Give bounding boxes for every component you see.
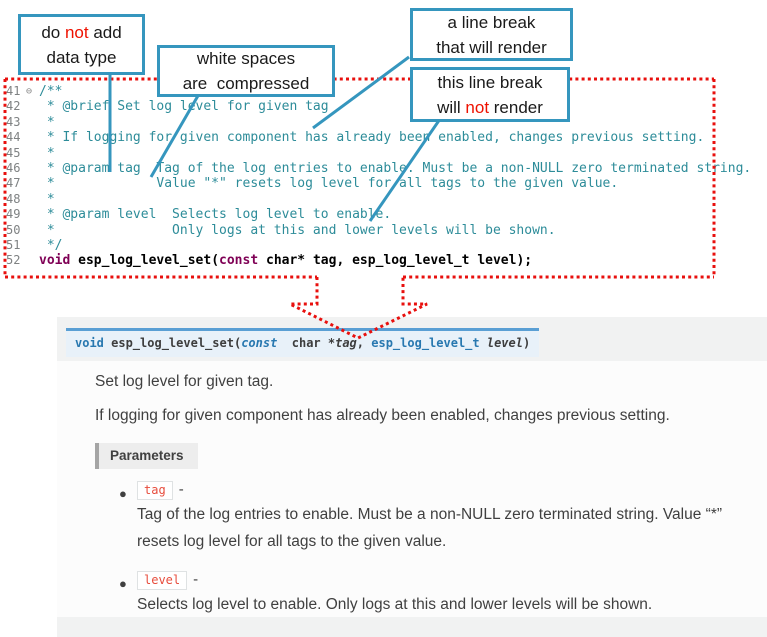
code-text: char* tag, esp_log_level_t level);: [258, 253, 533, 269]
code-text: /**: [39, 84, 63, 99]
param-level-description: Selects log level to enable. Only logs at this and lower levels will be shown.: [137, 596, 653, 613]
callout-text: do: [41, 22, 65, 42]
fold-gutter: [26, 223, 39, 238]
code-line-declaration: [6, 253, 718, 268]
callout-line: a line break: [447, 12, 536, 32]
code-text: *: [39, 114, 55, 130]
doc-brief-paragraph: Set log level for given tag.: [95, 373, 274, 390]
code-line: [6, 160, 752, 176]
fold-gutter: [26, 238, 39, 253]
line-number: 48: [6, 191, 21, 206]
fold-minus-icon[interactable]: ⊖: [26, 86, 33, 97]
code-text: *: [39, 191, 55, 207]
param-level-row: [137, 571, 198, 590]
code-text: * @param level Selects log level to enable.: [39, 207, 392, 223]
code-line: [6, 207, 718, 222]
line-number: 44: [6, 130, 21, 145]
callout-do-not-add-data-type: [18, 14, 145, 75]
fold-gutter: [26, 99, 39, 114]
fold-gutter: [26, 176, 39, 191]
code-text: *: [39, 145, 55, 161]
callout-line: data type: [46, 47, 117, 67]
sig-type-esp-log-level-t: esp_log_level_t: [371, 336, 487, 350]
line-number: 51: [6, 237, 21, 252]
fold-gutter: [26, 207, 39, 222]
doc-description-paragraph: If logging for given component has already been enabled, changes previous setting.: [95, 407, 670, 424]
callout-line: that will render: [436, 37, 547, 57]
sig-return-type: void: [75, 336, 112, 350]
function-signature-bar[interactable]: [66, 328, 539, 357]
code-line: [6, 223, 718, 238]
param-dash: -: [193, 571, 199, 588]
bullet-icon: ●: [119, 576, 127, 591]
keyword-void: void: [39, 253, 71, 269]
code-text: * Only logs at this and lower levels will be shown.: [39, 222, 556, 238]
fold-gutter: [26, 192, 39, 207]
callout-line: this line break: [437, 72, 543, 92]
sig-char-type: char *: [277, 336, 336, 350]
sig-separator: ,: [356, 336, 372, 350]
sig-paren: ): [522, 336, 531, 350]
sig-arg-tag: tag: [335, 336, 357, 350]
fold-gutter: [26, 115, 39, 130]
code-line: [6, 176, 718, 191]
param-name-chip: tag: [137, 481, 173, 500]
line-number: 42: [6, 99, 21, 114]
line-number: 45: [6, 145, 21, 160]
code-line: [6, 238, 718, 253]
code-text: * @brief Set log level for given tag: [39, 99, 329, 115]
callout-text-red: not: [465, 97, 490, 117]
callout-line-break-renders: [410, 8, 573, 61]
param-name-chip: level: [137, 571, 187, 590]
code-line: [6, 130, 718, 145]
sig-arg-level: level: [486, 336, 523, 350]
line-number: 47: [6, 176, 21, 191]
code-line: [6, 115, 718, 130]
callout-text: render: [489, 97, 543, 117]
callout-line: white spaces: [196, 49, 296, 68]
line-number: 49: [6, 207, 21, 222]
callout-line: [41, 20, 121, 45]
param-tag-row: [137, 481, 184, 500]
code-editor-snippet: [6, 84, 752, 269]
line-number: 50: [6, 222, 21, 237]
callout-line: [437, 95, 543, 120]
code-line: [6, 84, 718, 99]
code-line: [6, 192, 718, 207]
callout-text-red: not: [64, 22, 89, 42]
line-number: 46: [6, 160, 21, 175]
callout-white-spaces-compressed: [157, 45, 335, 97]
line-number: 52: [6, 253, 21, 268]
line-number: 43: [6, 114, 21, 129]
code-text: */: [39, 237, 63, 253]
code-line: [6, 146, 718, 161]
callout-line: are compressed: [182, 74, 310, 93]
code-line: [6, 99, 718, 114]
code-text: * Value "*" resets log level for all tags to the given value.: [39, 176, 619, 192]
callout-text: will: [437, 97, 466, 117]
param-dash: -: [178, 481, 184, 498]
code-text: * If logging for given component has already been enabled, changes previous setting.: [39, 130, 705, 146]
code-text: * @param tag Tag of the log entries to enable. Must be a non-NULL zero terminated string.: [39, 160, 752, 176]
fold-gutter: [26, 253, 39, 268]
code-text: esp_log_level_set(: [70, 253, 220, 269]
line-number: 41: [6, 84, 21, 98]
sig-function-name: esp_log_level_set: [111, 336, 234, 350]
param-tag-description: Tag of the log entries to enable. Must be a non-NULL zero terminated string. Value “*” resets log level for all tags to the given value.: [137, 506, 723, 550]
bullet-icon: ●: [119, 486, 127, 501]
fold-gutter: [26, 130, 39, 145]
sig-const-keyword: const: [241, 336, 278, 350]
keyword-const: const: [219, 253, 259, 269]
fold-gutter: [26, 146, 39, 161]
callout-line-break-not-render: [410, 67, 570, 122]
parameters-heading: Parameters: [95, 443, 198, 469]
callout-text: add: [88, 22, 122, 42]
fold-gutter: [26, 161, 39, 176]
sig-paren: (: [233, 336, 242, 350]
